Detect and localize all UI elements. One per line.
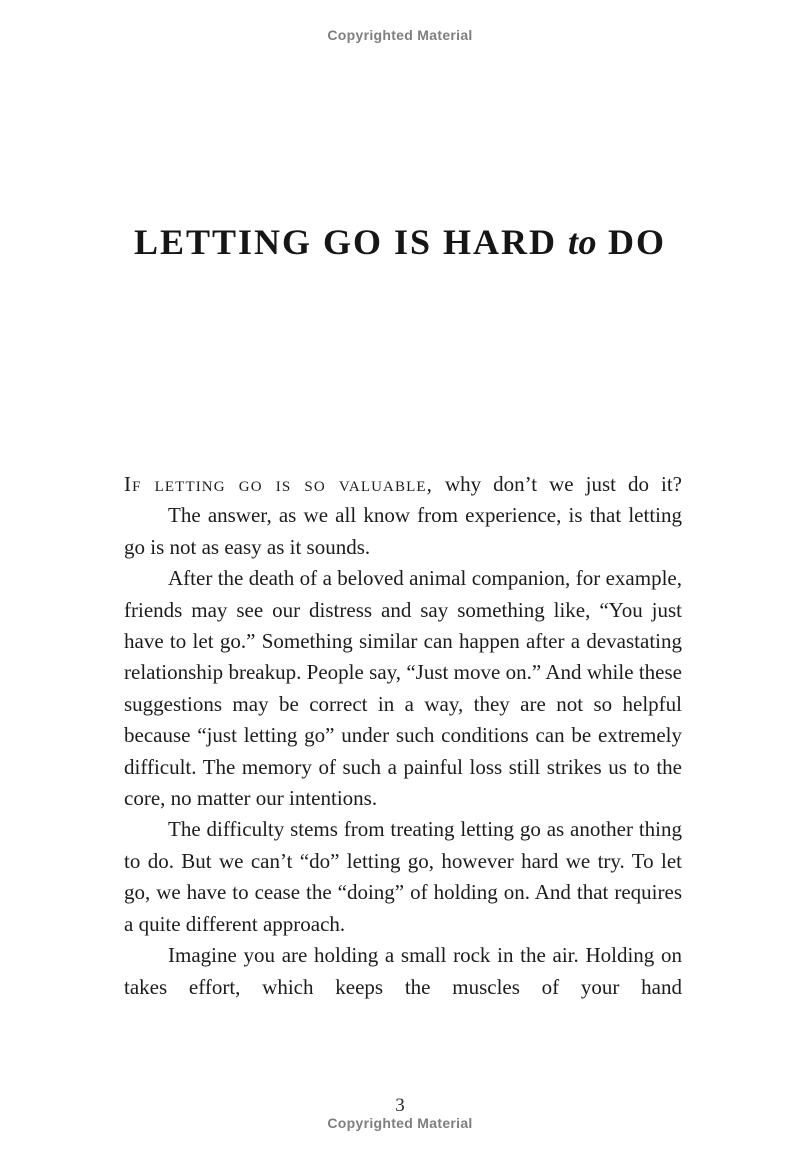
body-paragraph: The difficulty stems from treating letting go as another thing to do. But we can’t “do” letting go, however hard we try. To let go, we have to cease the “doing” of holding on. And that requires a quite different approach. xyxy=(124,817,682,936)
copyright-notice-top: Copyrighted Material xyxy=(327,27,473,43)
body-paragraph: Imagine you are holding a small rock in the air. Holding on takes effort, which keeps the muscles of your hand xyxy=(124,943,682,999)
copyright-notice-bottom: Copyrighted Material xyxy=(327,1115,473,1131)
body-paragraph: After the death of a beloved animal companion, for example, friends may see our distress and say something like, “You just have to let go.” Something similar can happen after a devastating relationship breakup. People say, “Just move on.” And while these suggestions may be correct in a way, they are not so helpful because “just letting go” under such conditions can be extremely difficult. The memory of such a painful loss still strikes us to the core, no matter our intentions. xyxy=(124,566,682,811)
chapter-title-part2: DO xyxy=(608,222,667,262)
body-paragraph: The answer, as we all know from experience, is that letting go is not as easy as it sounds. xyxy=(124,503,682,559)
chapter-title-part1: LETTING GO IS HARD xyxy=(133,222,558,262)
body-text-block xyxy=(124,469,682,1003)
chapter-title-italic-word: to xyxy=(568,222,598,262)
page-number: 3 xyxy=(395,1095,405,1116)
body-paragraph: If letting go is so valuable, why don’t we just do it? xyxy=(124,472,682,496)
chapter-title xyxy=(0,221,800,263)
smallcaps-lead: If letting go is so valuable, xyxy=(124,472,433,496)
